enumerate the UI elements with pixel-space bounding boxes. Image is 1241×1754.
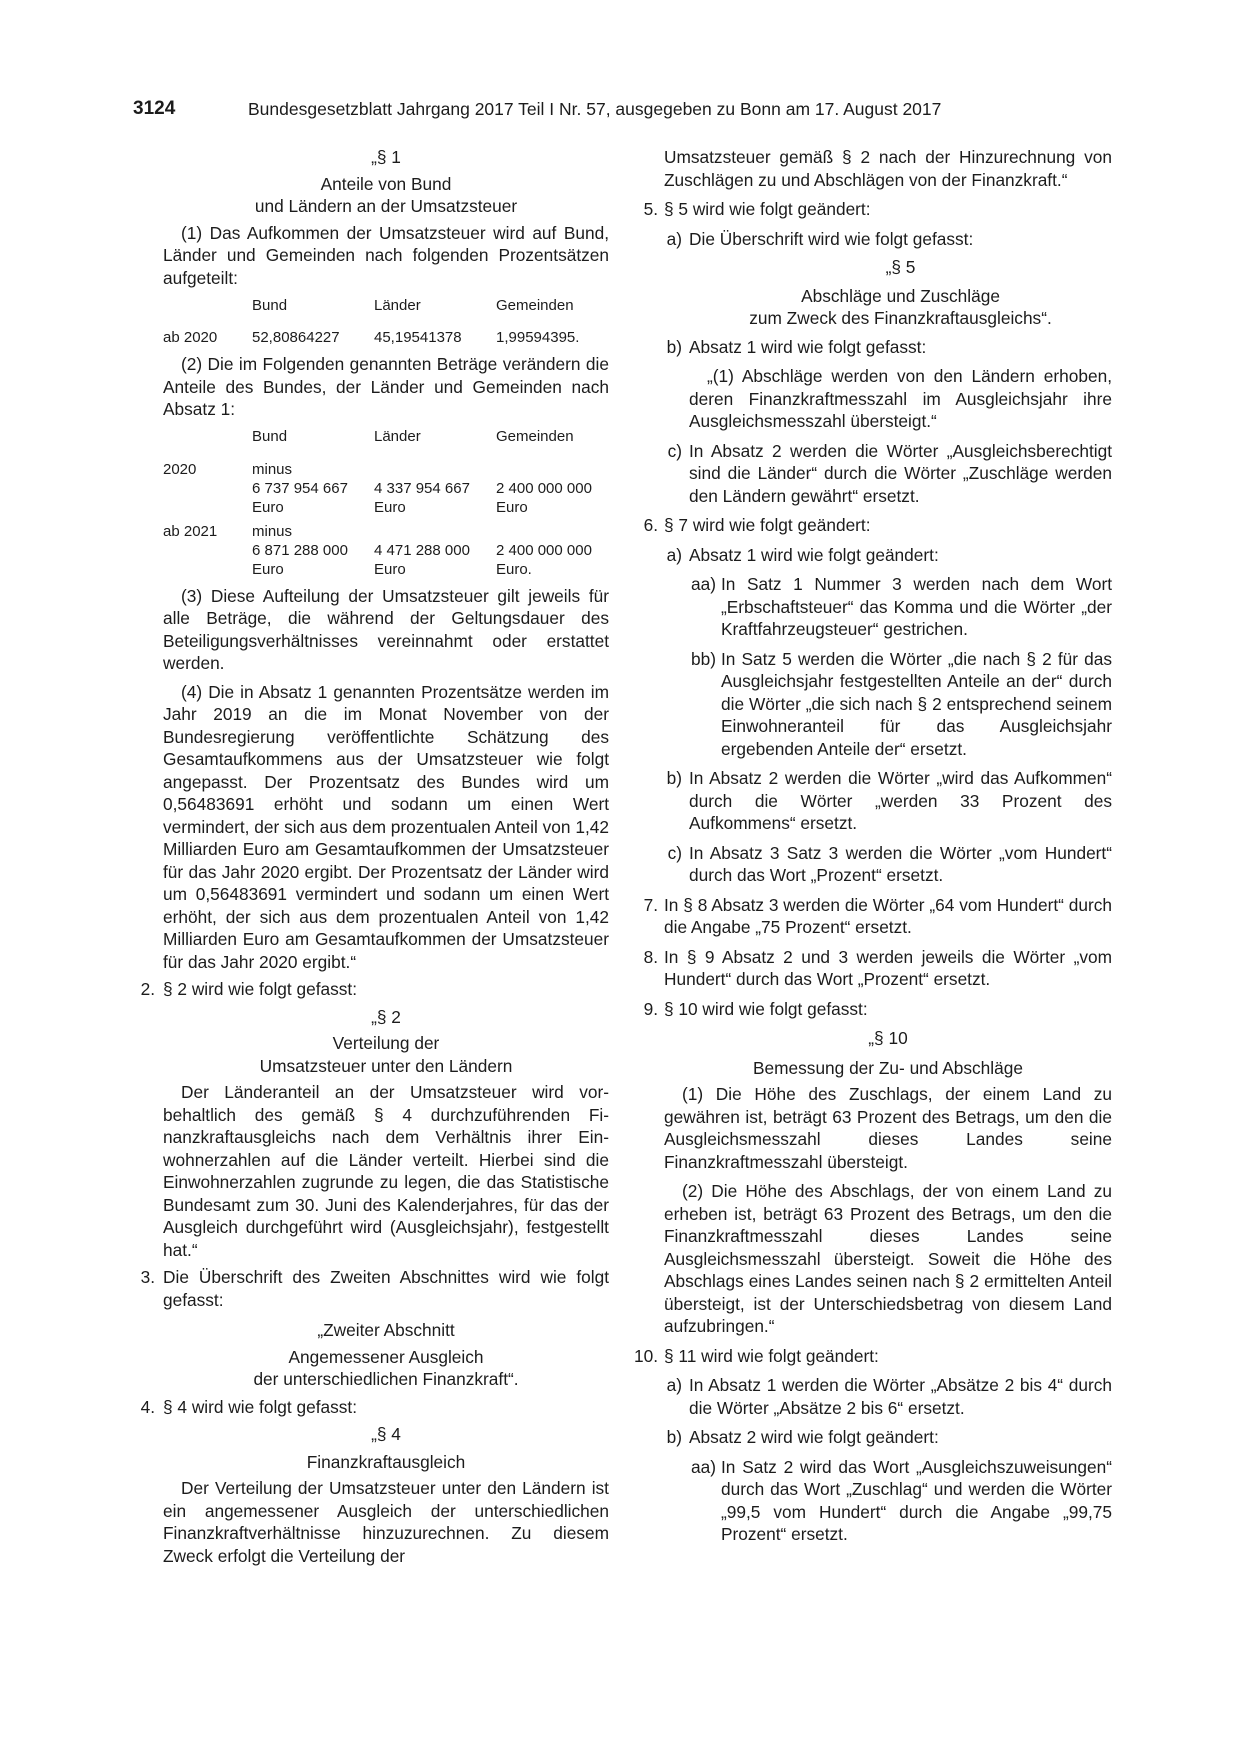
item-text: Die Überschrift wird wie folgt gefasst: xyxy=(689,228,974,249)
table-header: Bund xyxy=(252,427,288,445)
amount-value: 4 471 288 000 xyxy=(374,541,470,559)
section-2-title: Verteilung der xyxy=(332,1033,440,1053)
paragraph: (4) Die in Absatz 1 genannten Prozentsätze werden im Jahr 2019 an die im Monat November von der Bundesregierung veröffentlichte Schätzung des Gesamtaufkommens aus der Umsatzsteuer wie folgt angepasst. Der Prozentsatz des Bundes wird um 0,56483691 erhöht und sodann um einen Wert vermindert, der sich aus dem prozentualen Anteil von 1,42 Milliarden Euro am Gesamtaufkommen der Umsatzsteuer für das Jahr 2020 ergibt. Der Prozentsatz der Länder wird um 0,56483691 vermindert und sodann um einen Wert erhöht, der sich aus dem prozentualen Anteil von 1,42 Milliarden Euro am Gesamtaufkommen der Umsatzsteuer für das Jahr 2020 ergibt.“ xyxy=(163,681,609,972)
paragraph: (1) Die Höhe des Zuschlags, der einem Land zu gewähren ist, beträgt 63 Prozent des Betrags, um den die Ausgleichsmesszahl dieses Landes seine Finanzkraftmesszahl übersteigt. xyxy=(664,1084,1112,1172)
list-item xyxy=(689,1456,1112,1546)
section-1-heading: „§ 1 xyxy=(371,147,401,167)
table-cell: ab 2020 xyxy=(163,329,218,346)
chapter-title: der unterschiedlichen Finanzkraft“. xyxy=(253,1369,519,1389)
item-text: Absatz 1 wird wie folgt geändert: xyxy=(689,544,939,565)
amount-unit: Euro xyxy=(374,560,406,578)
list-item xyxy=(132,978,609,1001)
item-text: In Satz 5 werden die Wörter „die nach § 2 für das Ausgleichsjahr festgestellten Anteile an der“ durch die Wörter „die sich nach § 2 entsprechend seinem Einwohneranteil für das Ausgleichsjahr ergebenden Anteile der“ ersetzt. xyxy=(721,648,1112,759)
left-column xyxy=(140,146,609,1567)
section-2-title: Umsatzsteuer unter den Ländern xyxy=(259,1055,513,1076)
item-text: § 5 wird wie folgt geändert: xyxy=(664,199,871,219)
list-item xyxy=(642,514,1112,537)
item-letter: a) xyxy=(666,1375,682,1395)
list-item xyxy=(664,767,1112,835)
amount-value: 2 400 000 000 xyxy=(496,479,592,497)
item-text: § 7 wird wie folgt geändert: xyxy=(664,515,871,535)
paragraph: (2) Die im Folgenden genannten Beträge verändern die Anteile des Bundes, der Länder und Gemeinden nach Absatz 1: xyxy=(163,354,609,419)
item-text: In Absatz 1 werden die Wörter „Absätze 2 bis 4“ durch die Wörter „Absätze 2 bis 6“ ersetzt. xyxy=(689,1375,1112,1418)
paragraph: Der Verteilung der Umsatzsteuer unter den Ländern ist ein angemessener Ausgleich der unterschiedlichen Finanzkraftverhältnisse hinzuzurechnen. Zu diesem Zweck erfolgt die Verteilung der xyxy=(163,1478,609,1566)
item-number: 3. xyxy=(140,1267,155,1287)
item-text: § 4 wird wie folgt gefasst: xyxy=(163,1396,358,1417)
section-4-heading: „§ 4 xyxy=(371,1424,401,1444)
amount-prefix: minus xyxy=(252,522,293,540)
item-number: 8. xyxy=(643,946,658,967)
list-item xyxy=(132,1396,609,1419)
list-item xyxy=(664,544,1112,567)
item-letter: b) xyxy=(666,336,682,357)
amount-value: 4 337 954 667 xyxy=(374,479,470,497)
item-letter: aa) xyxy=(691,1456,716,1477)
item-text: In Absatz 2 werden die Wörter „wird das Aufkommen“ durch die Wörter „werden 33 Prozent des Aufkommens“ ersetzt. xyxy=(689,768,1112,833)
chapter-heading: „Zweiter Abschnitt xyxy=(317,1320,455,1340)
right-column xyxy=(633,146,1112,1546)
table-cell xyxy=(252,460,374,517)
section-4-title: Finanzkraftausgleich xyxy=(306,1451,466,1472)
list-item xyxy=(689,573,1112,641)
item-text: § 11 wird wie folgt geändert: xyxy=(664,1345,879,1366)
amount-unit: Euro xyxy=(252,498,284,516)
table-header-row xyxy=(163,296,609,315)
list-item xyxy=(664,440,1112,508)
item-text: In Satz 2 wird das Wort „Ausgleichszuweisungen“ durch das Wort „Zuschlag“ und werden die Wörter „99,5 vom Hundert“ durch die Angabe „99,75 Prozent“ ersetzt. xyxy=(721,1456,1112,1544)
item-letter: aa) xyxy=(691,574,716,594)
amount-unit: Euro xyxy=(496,498,528,516)
chapter-title: Angemessener Ausgleich xyxy=(288,1346,484,1367)
item-text: In Absatz 2 werden die Wörter „Ausgleichsberechtigt sind die Länder“ durch die Wörter „Zuschläge werden den Ländern gewährt“ ersetzt. xyxy=(689,440,1112,506)
amounts-table xyxy=(163,427,609,579)
table-cell: 2020 xyxy=(163,460,197,478)
list-item xyxy=(664,228,1112,251)
paragraph: (2) Die Höhe des Abschlags, der von einem Land zu erheben ist, beträgt 63 Prozent des Betrags, um den die Finanzkraftmesszahl dieses Landes seine Ausgleichsmesszahl übersteigt. Soweit die Höhe des Abschlags eines Landes seinen nach § 2 ermittelten Anteil übersteigt, ist der Unterschiedsbetrag von diesem Land aufzubringen.“ xyxy=(664,1181,1112,1336)
percentage-table xyxy=(163,296,609,347)
section-5-heading: „§ 5 xyxy=(885,257,916,277)
paragraph: Umsatzsteuer gemäß § 2 nach der Hinzurechnung von Zuschlägen zu und Abschlägen von der Finanzkraft.“ xyxy=(664,147,1112,190)
item-letter: c) xyxy=(667,440,682,461)
table-cell xyxy=(252,522,374,579)
table-cell: ab 2021 xyxy=(163,522,218,540)
amount-value: 6 871 288 000 xyxy=(252,541,348,559)
list-item xyxy=(132,1266,609,1311)
item-number: 4. xyxy=(140,1396,155,1417)
table-header: Länder xyxy=(374,427,421,445)
section-1-title: und Ländern an der Umsatzsteuer xyxy=(254,196,518,216)
list-item xyxy=(633,1345,1112,1368)
table-header-row xyxy=(163,427,609,446)
gazette-title: Bundesgesetzblatt Jahrgang 2017 Teil I Nr. 57, ausgegeben zu Bonn am 17. August 2017 xyxy=(248,99,942,119)
table-cell xyxy=(163,427,252,446)
item-number: 7. xyxy=(643,894,658,915)
list-item xyxy=(689,648,1112,761)
item-text: In Absatz 3 Satz 3 werden die Wörter „vom Hundert“ durch das Wort „Prozent“ ersetzt. xyxy=(689,842,1112,885)
amount-value: 6 737 954 667 xyxy=(252,479,348,497)
table-cell xyxy=(163,296,252,315)
table-cell: 45,19541378 xyxy=(374,329,462,346)
list-item xyxy=(664,336,1112,359)
list-item xyxy=(664,1374,1112,1419)
table-cell xyxy=(374,522,496,579)
section-5-title: Abschläge und Zuschläge xyxy=(801,285,1000,306)
item-text: In § 9 Absatz 2 und 3 werden jeweils die Wörter „vom Hundert“ durch das Wort „Prozent“ ersetzt. xyxy=(664,946,1112,989)
amount-unit: Euro xyxy=(252,560,284,578)
item-number: 9. xyxy=(643,998,658,1019)
list-item xyxy=(664,842,1112,887)
table-row xyxy=(163,460,609,517)
item-text: Absatz 1 wird wie folgt gefasst: xyxy=(689,336,927,357)
table-cell: 52,80864227 xyxy=(252,329,340,346)
list-item xyxy=(664,1426,1112,1449)
item-number: 5. xyxy=(643,199,658,219)
table-header: Länder xyxy=(374,297,421,314)
amount-prefix: minus xyxy=(252,460,293,478)
table-header: Gemeinden xyxy=(496,297,574,314)
quoted-paragraph: „(1) Abschläge werden von den Ländern erhoben, deren Finanzkraftmesszahl im Ausgleichsjahr ihre Ausgleichsmesszahl übersteigt.“ xyxy=(689,366,1112,431)
item-text: § 2 wird wie folgt gefasst: xyxy=(163,979,358,999)
list-item xyxy=(642,946,1112,991)
section-1-title: Anteile von Bund xyxy=(320,173,452,194)
paragraph: Der Länderanteil an der Umsatzsteuer wird vorbehaltlich des gemäß § 4 durchzuführenden Finanzkraftausgleichs nach dem Verhältnis ihrer Einwohnerzahlen auf die Länder verteilt. Hierbei sind die Einwohnerzahlen zugrunde zu legen, die das Statistische Bundesamt zum 30. Juni des Kalenderjahres, für das der Ausgleich durchgeführt wird (Ausgleichsjahr), festgestellt hat.“ xyxy=(163,1082,609,1260)
item-text: In § 8 Absatz 3 werden die Wörter „64 vom Hundert“ durch die Angabe „75 Prozent“ ersetzt. xyxy=(664,894,1112,937)
item-letter: b) xyxy=(666,768,682,788)
amount-value: 2 400 000 000 xyxy=(496,541,592,559)
table-cell: 1,99594395. xyxy=(496,329,580,346)
table-cell xyxy=(496,522,609,579)
item-number: 2. xyxy=(140,979,155,999)
table-cell xyxy=(496,460,609,517)
table-row xyxy=(163,328,609,347)
table-cell xyxy=(374,460,496,517)
item-letter: bb) xyxy=(691,648,716,669)
section-10-title: Bemessung der Zu- und Abschläge xyxy=(753,1057,1023,1078)
item-letter: b) xyxy=(666,1427,682,1447)
paragraph: (1) Das Aufkommen der Umsatzsteuer wird auf Bund, Länder und Gemeinden nach folgenden Prozentsätzen aufgeteilt: xyxy=(163,222,609,288)
table-row xyxy=(163,522,609,579)
item-number: 6. xyxy=(643,515,658,535)
item-text: In Satz 1 Nummer 3 werden nach dem Wort „Erbschaftsteuer“ das Komma und die Wörter „der Kraftfahrzeugsteuer“ gestrichen. xyxy=(721,574,1112,639)
amount-unit: Euro. xyxy=(496,560,532,578)
section-10-heading: „§ 10 xyxy=(868,1028,908,1048)
item-text: § 10 wird wie folgt gefasst: xyxy=(664,998,868,1019)
table-header: Bund xyxy=(252,297,288,314)
item-number: 10. xyxy=(633,1345,658,1366)
list-item xyxy=(642,198,1112,221)
paragraph: (3) Diese Aufteilung der Umsatzsteuer gilt jeweils für alle Beträge, die während der Geltungsdauer des Beteiligungsverhältnisses vereinnahmt oder erstattet werden. xyxy=(163,585,609,673)
item-text: Absatz 2 wird wie folgt geändert: xyxy=(689,1427,939,1447)
item-letter: a) xyxy=(666,544,682,565)
section-2-heading: „§ 2 xyxy=(371,1006,401,1027)
item-letter: a) xyxy=(666,228,682,249)
list-item xyxy=(642,894,1112,939)
item-letter: c) xyxy=(667,842,682,863)
section-5-title: zum Zweck des Finanzkraftausgleichs“. xyxy=(749,308,1052,328)
page-number: 3124 xyxy=(133,98,176,119)
list-item xyxy=(642,998,1112,1021)
table-header: Gemeinden xyxy=(496,427,574,445)
amount-unit: Euro xyxy=(374,498,406,516)
item-text: Die Überschrift des Zweiten Abschnittes wird wie folgt gefasst: xyxy=(163,1267,609,1310)
